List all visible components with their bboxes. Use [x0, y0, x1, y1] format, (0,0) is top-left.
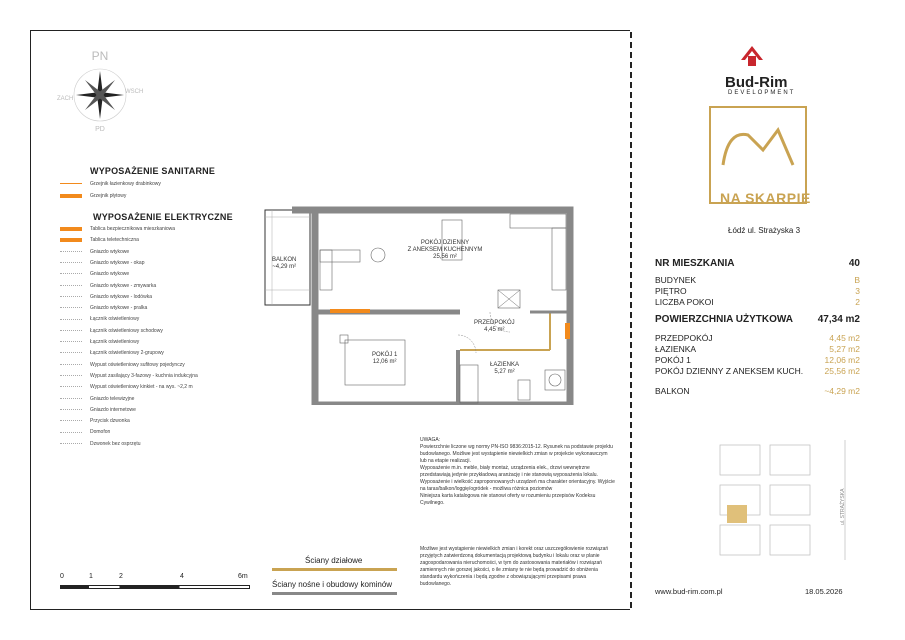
- legend-item: Gniazdo wtykowe: [60, 271, 129, 277]
- info-budynek: BUDYNEK B: [655, 275, 860, 285]
- legend-item: Grzejnik łazienkowy drabinkowy: [60, 181, 161, 187]
- legend-item: Dzwonek bez osprzętu: [60, 441, 141, 447]
- wall-bearing-swatch: [272, 592, 397, 595]
- info-nr: NR MIESZKANIA 40: [655, 258, 860, 269]
- legend-item: Łącznik oświetleniowy schodowy: [60, 328, 163, 334]
- info-balkon: BALKON ~4,29 m2: [655, 386, 860, 396]
- legend-item: Przycisk dzwonka: [60, 418, 130, 424]
- legend-item: Łącznik oświetleniowy: [60, 316, 139, 322]
- wall-partition-swatch: [272, 568, 397, 571]
- compass-east: WSCH: [125, 89, 144, 95]
- info-panel: [640, 30, 870, 610]
- room-pokoj1: POKÓJ 1 12,06 m²: [372, 352, 398, 365]
- legend-item: Wypust oświetleniowy kinkiet - na wys. ~2,2 m: [60, 384, 193, 390]
- notes-zmiany: Możliwe jest wystąpienie niewielkich zmian i korekt oraz uszczegółowienie rozwiązań przyjętych zatwierdzoną dokumentacją projektową budynku i lokalu oraz w planie zagospodarowania nieruchomości, w tym do zastosowania materiałów i rozwiązań zamiennych nie gorszej jakości, o ile zmiany te nie będą prowadzić do obniżenia standardu wykończenia i będą zgodne z obowiązującymi przepisami prawa budowlanego.: [420, 546, 609, 587]
- room-dzienny: POKÓJ DZIENNY Z ANEKSEM KUCHENNYM 25,56 m²: [407, 240, 483, 260]
- website[interactable]: www.bud-rim.com.pl: [655, 587, 723, 596]
- info-r1: PRZEDPOKÓJ 4,45 m2: [655, 333, 860, 343]
- legend-item: Łącznik oświetleniowy 2-grupowy: [60, 350, 164, 356]
- legend-item: Tablica bezpiecznikowa mieszkaniowa: [60, 226, 175, 232]
- legend-item: Gniazdo wtykowe: [60, 249, 129, 255]
- legend-item: Gniazdo wtykowe - zmywarka: [60, 283, 156, 289]
- legend-item: Gniazdo telewizyjne: [60, 396, 134, 402]
- legend-item: Gniazdo wtykowe - okap: [60, 260, 144, 266]
- info-powierzchnia: POWIERZCHNIA UŻYTKOWA 47,34 m2: [655, 314, 860, 325]
- date: 18.05.2026: [805, 587, 843, 596]
- wall-bearing-label: Ściany nośne i obudowy kominów: [272, 580, 393, 589]
- info-r2: ŁAZIENKA 5,27 m2: [655, 344, 860, 354]
- scale-label: 0: [60, 573, 64, 580]
- compass-south: PD: [95, 126, 105, 133]
- brand-name: Bud-Rim: [725, 74, 788, 91]
- wall-partition-label: Ściany działowe: [305, 556, 363, 565]
- legend-item: Domofon: [60, 429, 110, 435]
- dashed-divider: [630, 32, 632, 608]
- scale-label: 1: [89, 573, 93, 580]
- project-name: NA SKARPIE: [720, 190, 811, 206]
- sanitary-title: WYPOSAŻENIE SANITARNE: [90, 166, 216, 176]
- legend-item: Wypust oświetleniowy sufitowy pojedynczy: [60, 362, 185, 368]
- compass-north: PN: [91, 49, 109, 63]
- legend-item: Łącznik oświetleniowy: [60, 339, 139, 345]
- compass-rose-icon: [55, 45, 145, 135]
- legend-item: Tablica teletechniczna: [60, 237, 139, 243]
- brand-logo-icon: [737, 42, 767, 72]
- address: Łódź ul. Strażyska 3: [728, 226, 801, 235]
- room-balkon: BALKON ~4,29 m²: [272, 257, 297, 270]
- notes-uwaga: UWAGA: Powierzchnie liczone wg normy PN-ISO 9836:2015-12. Rysunek na podstawie projektu budowlanego. Możliwe jest wystąpienie niewielkich zmian w projekcie wykonawczym lub na etapie realizacji. Wyposażenie m.in. meble, biały montaż, urządzenia elek., drzwi wewnętrzne przedstawiają jedynie przykładową aranżację i nie stanowią wyposażenia lokalu. Wyposażenie i wielkość zaproponowanych urządzeń ma charakter orientacyjny. Wyjście na taras/balkon/loggię/ogródek - możliwa różnica poziomów Niniejsza karta katalogowa nie stanowi oferty w rozumieniu przepisów Kodeksu Cywilnego.: [420, 437, 615, 506]
- brand-sub: DEVELOPMENT: [728, 90, 796, 96]
- scale-label: 2: [119, 573, 123, 580]
- legend-item: Gniazdo internetowe: [60, 407, 136, 413]
- room-przedpokoj: PRZEDPOKÓJ 4,45 m²: [474, 320, 515, 333]
- electrical-title: WYPOSAŻENIE ELEKTRYCZNE: [93, 212, 233, 222]
- scale-label: 6m: [238, 573, 248, 580]
- legend-item: Wypust zasilający 3-fazowy - kuchnia indukcyjna: [60, 373, 198, 379]
- legend-item: Gniazdo wtykowe - pralka: [60, 305, 147, 311]
- info-pokoi: LICZBA POKOI 2: [655, 297, 860, 307]
- room-lazienka: ŁAZIENKA 5,27 m²: [490, 362, 520, 375]
- info-pietro: PIĘTRO 3: [655, 286, 860, 296]
- legend-item: Gniazdo wtykowe - lodówka: [60, 294, 152, 300]
- info-r4: POKÓJ DZIENNY Z ANEKSEM KUCH. 25,56 m2: [655, 366, 860, 376]
- scale-label: 4: [180, 573, 184, 580]
- info-r3: POKÓJ 1 12,06 m2: [655, 355, 860, 365]
- street-label: ul. STRAŻYSKA: [840, 488, 846, 525]
- legend-item: Grzejnik płytowy: [60, 193, 126, 199]
- compass-west: ZACH: [57, 96, 74, 102]
